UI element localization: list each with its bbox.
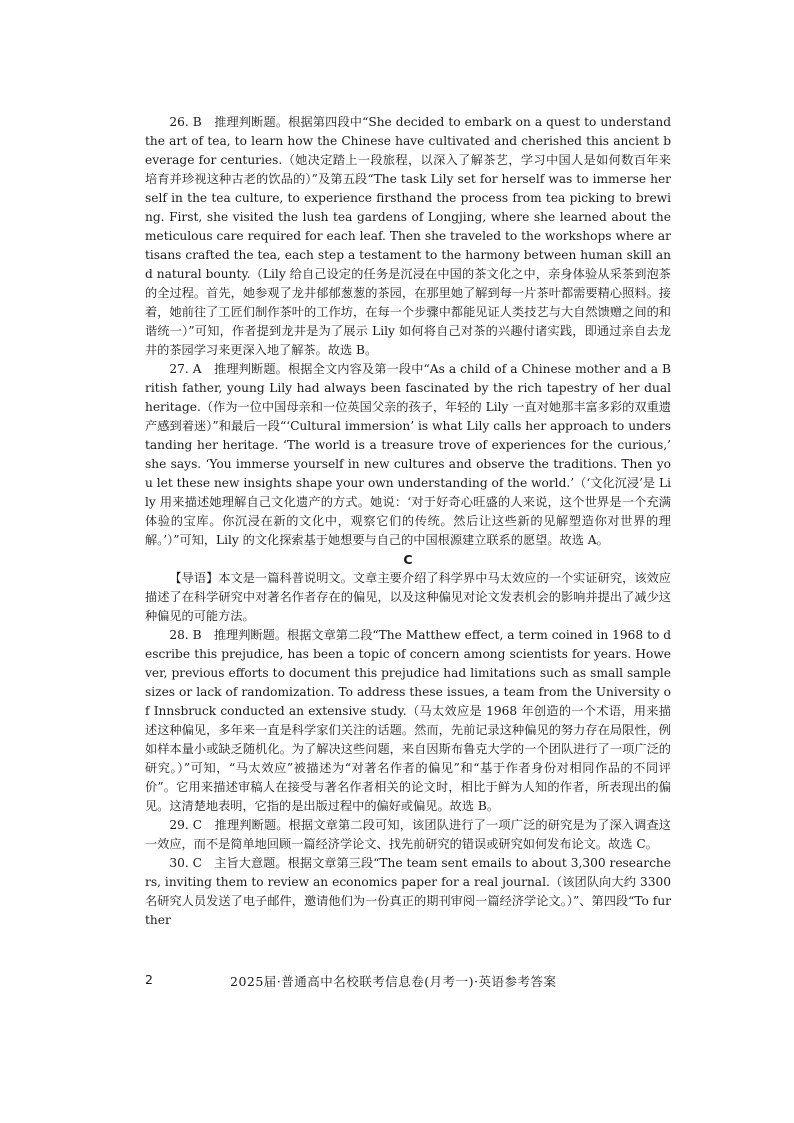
answer-27: 27. A 推理判断题。根据全文内容及第一段中“As a child of a Chinese mother and a British father, young Lily had always been fascinated by the rich tapestry of her dual heritage.（作为一位中国母亲和一位英国父亲的孩子，年轻的 Lily 一直对她那丰富多彩的双重遗产感到着迷）”和最后一段“‘Cultural immersion’ is what Lily calls her approach to understanding her heritage. ‘The world is a treasure trove of experiences for the curious,’ she says. ‘You immerse yourself in new cultures and observe the traditions. Then you let these new insights shape your own understanding of the world.’（‘文化沉浸’是 Lily 用来描述她理解自己文化遗产的方式。她说：‘对于好奇心旺盛的人来说，这个世界是一个充满体验的宝库。你沉浸在新的文化中，观察它们的传统。然后让这些新的见解塑造你对世界的理解。’）”可知，Lily 的文化探索基于她想要与自己的中国根源建立联系的愿望。故选 A。 — [145, 362, 671, 547]
answer-29: 29. C 推理判断题。根据文章第二段可知，该团队进行了一项广泛的研究是为了深入调查这一效应，而不是简单地回顾一篇经济学论文、找先前研究的错误或研究如何发布论文。故选 C。 — [145, 818, 671, 851]
answer-26: 26. B 推理判断题。根据第四段中“She decided to embark on a quest to understand the art of tea, to learn how the Chinese have cultivated and cherished this ancient beverage for centuries.（她决定踏上一段旅程，以深入了解茶艺，学习中国人是如何数百年来培育并珍视这种古老的饮品的）”及第五段“The task Lily set for herself was to immerse herself in the tea culture, to experience firsthand the process from tea picking to brewing. First, she visited the lush tea gardens of Longjing, where she learned about the meticulous care required for each leaf. Then she traveled to the workshops where artisans crafted the tea, each step a testament to the harmony between human skill and natural bounty.（Lily 给自己设定的任务是沉浸在中国的茶文化之中，亲身体验从采茶到泡茶的全过程。首先，她参观了龙井郁郁葱葱的茶园，在那里她了解到每一片茶叶都需要精心照料。接着，她前往了工匠们制作茶叶的工作坊，在每一个步骤中都能见证人类技艺与大自然馈赠之间的和谐统一）”可知，作者提到龙井是为了展示 Lily 如何将自己对茶的兴趣付诸实践，即通过亲自去龙井的茶园学习来更深入地了解茶。故选 B。 — [145, 115, 671, 357]
footer-title: 2025届·普通高中名校联考信息卷(月考一)·英语参考答案 — [230, 974, 557, 989]
page-footer — [145, 972, 671, 992]
section-heading-c: C — [403, 552, 413, 567]
page-number: 2 — [145, 972, 153, 987]
answer-28: 28. B 推理判断题。根据文章第二段“The Matthew effect, a term coined in 1968 to describe this prejudice, has been a topic of concern among scientists for years. However, previous efforts to document this prejudice had limitations such as small sample sizes or lack of randomization. To address these issues, a team from the University of Innsbruck conducted an extensive study.（马太效应是 1968 年创造的一个术语，用来描述这种偏见，多年来一直是科学家们关注的话题。然而，先前记录这种偏见的努力存在局限性，例如样本量小或缺乏随机化。为了解决这些问题，来自因斯布鲁克大学的一个团队进行了一项广泛的研究。）”可知，“马太效应”被描述为“对著名作者的偏见”和“基于作者身份对相同作品的不同评价”。它用来描述审稿人在接受与著名作者相关的论文时，相比于鲜为人知的作者，所表现出的偏见。这清楚地表明，它指的是出版过程中的偏好或偏见。故选 B。 — [145, 628, 671, 813]
passage-c-intro: 【导语】本文是一篇科普说明文。文章主要介绍了科学界中马太效应的一个实证研究，该效应描述了在科学研究中对著名作者存在的偏见，以及这种偏见对论文发表机会的影响并提出了减少这种偏见的可能方法。 — [145, 571, 671, 623]
answer-key-body — [145, 113, 671, 930]
answer-30: 30. C 主旨大意题。根据文章第三段“The team sent emails to about 3,300 researchers, inviting them to review an economics paper for a real journal.（该团队向大约 3300 名研究人员发送了电子邮件，邀请他们为一份真正的期刊审阅一篇经济学论文。）”、第四段“To further — [145, 856, 671, 927]
